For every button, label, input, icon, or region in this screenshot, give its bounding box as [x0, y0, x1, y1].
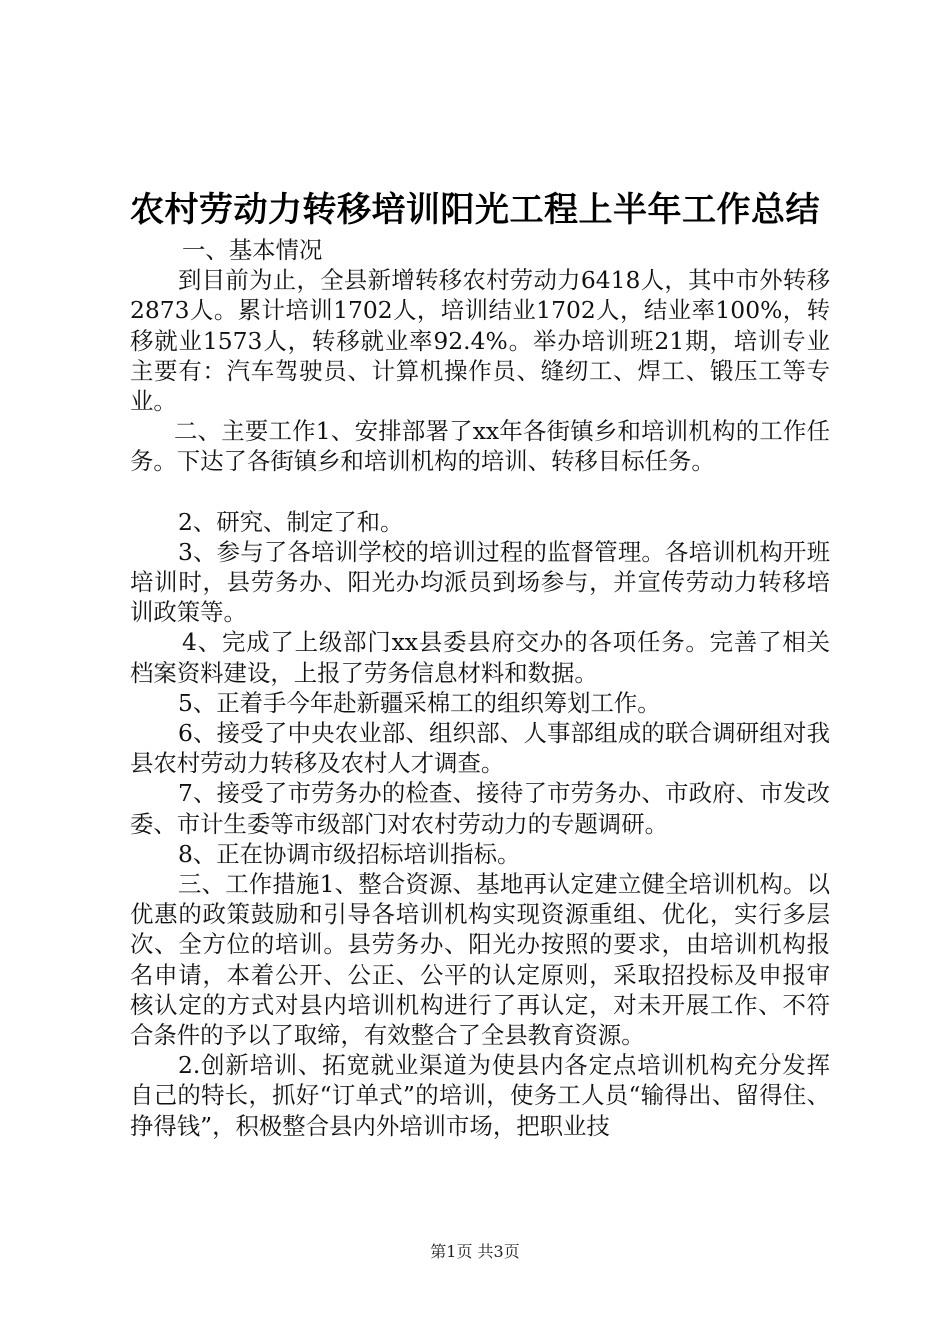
paragraph-basic-situation: 到目前为止，全县新增转移农村劳动力6418人，其中市外转移2873人。累计培训1702人，培训结业1702人，结业率100%，转移就业1573人，转移就业率92.4%。举办培训班21期，培训专业主要有：汽车驾驶员、计算机操作员、缝纫工、焊工、锻压工等专业。	[130, 266, 830, 416]
paragraph-innovation-training: 2.创新培训、拓宽就业渠道为使县内各定点培训机构充分发挥自己的特长，抓好“订单式”的培训，使务工人员“输得出、留得住、挣得钱”，积极整合县内外培训市场，把职业技	[130, 1051, 830, 1140]
paragraph-work-measures: 三、工作措施1、整合资源、基地再认定建立健全培训机构。以优惠的政策鼓励和引导各培训机构实现资源重组、优化，实行多层次、全方位的培训。县劳务办、阳光办按照的要求，由培训机构报名申请，本着公开、公正、公平的认定原则，采取招投标及申报审核认定的方式对县内培训机构进行了再认定，对未开展工作、不符合条件的予以了取缔，有效整合了全县教育资源。	[130, 870, 830, 1050]
paragraph-main-work: 二、主要工作1、安排部署了xx年各街镇乡和培训机构的工作任务。下达了各街镇乡和培训机构的培训、转移目标任务。	[130, 417, 830, 476]
paragraph-item-8: 8、正在协调市级招标培训指标。	[178, 839, 521, 868]
paragraph-item-4: 4、完成了上级部门xx县委县府交办的各项任务。完善了相关档案资料建设，上报了劳务信息材料和数据。	[130, 628, 830, 687]
page-footer: 第1页 共3页	[430, 1242, 520, 1261]
paragraph-item-2: 2、研究、制定了和。	[178, 507, 404, 536]
document-body	[130, 235, 830, 1141]
paragraph-item-5: 5、正着手今年赴新疆采棉工的组织筹划工作。	[178, 688, 661, 717]
document-title: 农村劳动力转移培训阳光工程上半年工作总结	[130, 190, 820, 230]
paragraph-item-3: 3、参与了各培训学校的培训过程的监督管理。各培训机构开班培训时，县劳务办、阳光办均派员到场参与，并宣传劳动力转移培训政策等。	[130, 537, 830, 627]
section-heading-basic: 一、基本情况	[182, 236, 323, 264]
paragraph-item-7: 7、接受了市劳务办的检查、接待了市劳务办、市政府、市发改委、市计生委等市级部门对农村劳动力的专题调研。	[130, 779, 830, 838]
paragraph-item-6: 6、接受了中央农业部、组织部、人事部组成的联合调研组对我县农村劳动力转移及农村人才调查。	[130, 719, 830, 778]
